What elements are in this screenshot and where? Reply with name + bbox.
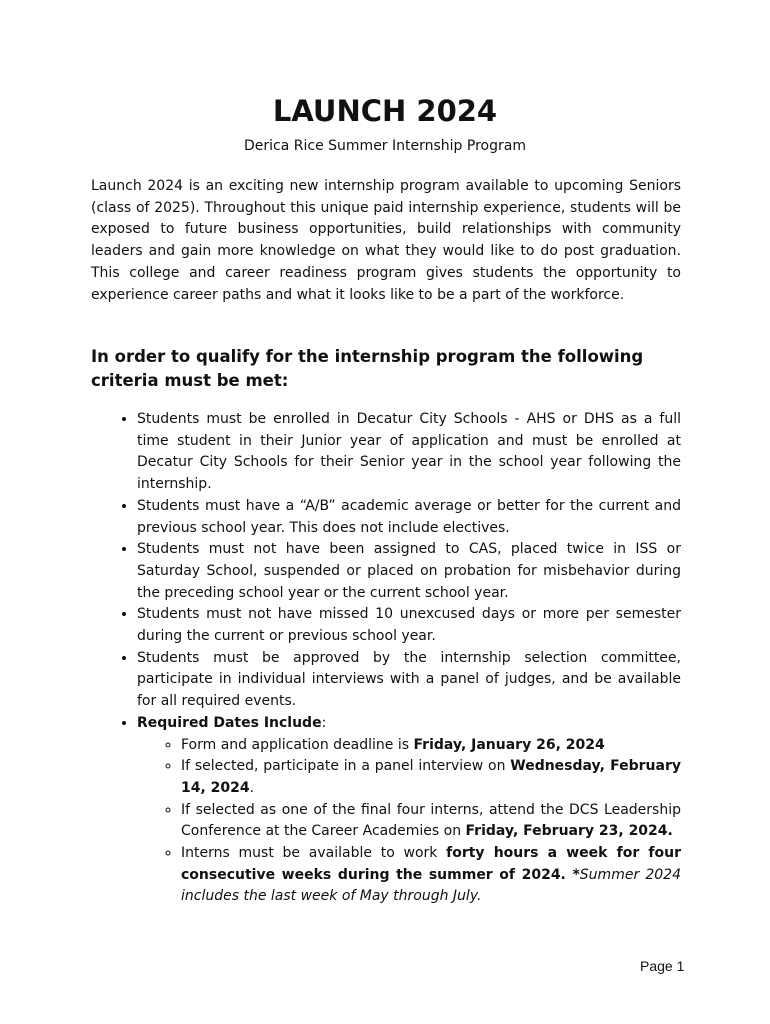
date-text: Form and application deadline is <box>181 736 414 753</box>
required-dates-item <box>137 713 681 908</box>
date-item <box>181 756 681 799</box>
date-text: Interns must be available to work <box>181 845 447 862</box>
date-bold: Wednesday, February 14, 2024 <box>181 758 681 796</box>
dates-list <box>137 735 681 909</box>
date-item <box>181 800 681 843</box>
page-number: Page 1 <box>640 958 685 974</box>
criteria-heading: In order to qualify for the internship program the following criteria must be met: <box>91 347 644 390</box>
criteria-item: • Students must be approved by the internship selection committee, participate in individual interviews with a panel of judges, and be available for all required events. <box>137 648 681 713</box>
date-note: Summer 2024 includes the last week of May through July. <box>181 866 681 905</box>
criteria-item: • Students must not have missed 10 unexcused days or more per semester during the current or previous school year. <box>137 604 681 647</box>
intro-paragraph: Launch 2024 is an exciting new internship program available to upcoming Seniors (class of 2025). Throughout this unique paid internship experience, students will be exposed to future business opportunities, build relationships with community leaders and gain more knowledge on what they would like to do post graduation. This college and career readiness program gives students the opportunity to experience career paths and what it looks like to be a part of the workforce. <box>91 178 681 303</box>
date-text: If selected as one of the final four interns, attend the DCS Leadership Conference at the Career Academies on <box>181 801 681 840</box>
date-text: If selected, participate in a panel interview on <box>181 758 511 775</box>
colon: : <box>321 714 327 731</box>
date-bold: Friday, January 26, 2024 <box>413 736 605 753</box>
required-dates-label: Required Dates Include <box>137 714 322 731</box>
criteria-item: • Students must have a “A/B” academic average or better for the current and previous school year. This does not include electives. <box>137 496 681 539</box>
document-title: LAUNCH 2024 <box>272 94 498 128</box>
date-item <box>181 843 681 908</box>
criteria-item: • Students must not have been assigned to CAS, placed twice in ISS or Saturday School, suspended or placed on probation for misbehavior during the preceding school year or the current school year. <box>137 539 681 604</box>
date-bold: Friday, February 23, 2024. <box>465 823 673 840</box>
date-bold: forty hours a week for four consecutive weeks during the summer of 2024. * <box>181 845 681 883</box>
date-item <box>181 735 681 757</box>
date-after: . <box>249 779 255 796</box>
criteria-item: • Students must be enrolled in Decatur City Schools - AHS or DHS as a full time student in their Junior year of application and must be enrolled at Decatur City Schools for their Senior year in the school year following the internship. <box>137 409 681 496</box>
criteria-list <box>91 409 681 908</box>
document-subtitle: Derica Rice Summer Internship Program <box>244 138 526 154</box>
